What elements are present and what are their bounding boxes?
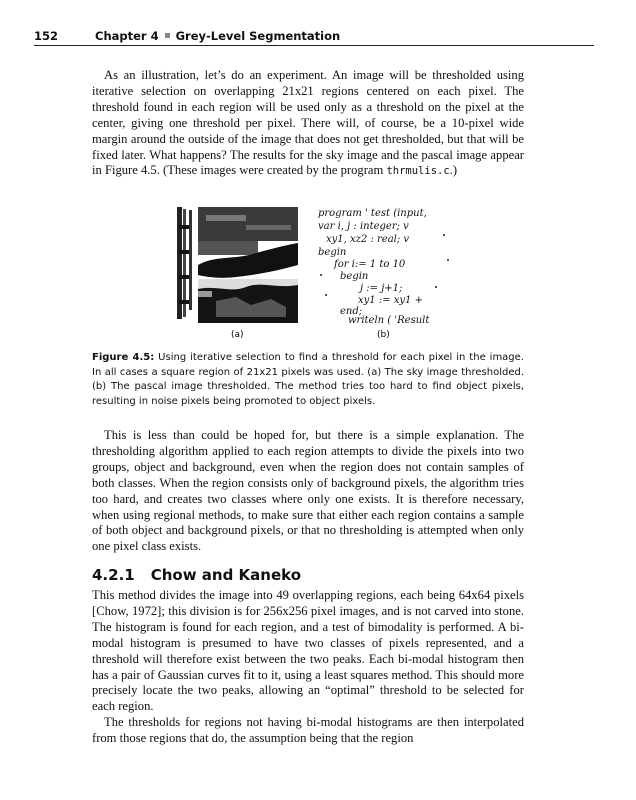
separator-square [165, 33, 170, 38]
handwriting-line: xy1 := xy1 + [358, 295, 423, 306]
handwriting-line: var i, j : integer; v [318, 221, 409, 232]
page-number: 152 [34, 29, 59, 43]
handwriting-line: begin [318, 247, 347, 258]
caption-text: Using iterative selection to find a threshold for each pixel in the image. In all cases a square region of 21x21 pixels was used. (a) The sky image thresholded. (b) The pascal image thresholded. The method tries too hard to find object pixels, resulting in noise pixels being promoted to object pixels. [92, 352, 524, 408]
pascal-image-thresholded [316, 205, 456, 326]
paragraph-text-main: As an illustration, let’s do an experiment. An image will be thresholded using iterative selection on overlapping 21x21 regions centered on each pixel. The threshold found in each region will be used only as a threshold on the pixel at the center, giving one threshold per pixel. There will, of course, be a 10-pixel wide margin around the outside of the image that does not get thresholded, but that will be fixed later. What happens? The results for the sky image and the pascal image appear in Figure 4.5. (These images were created by the program [92, 68, 524, 178]
handwriting-line: writeln ( 'Result [348, 315, 430, 326]
chapter-heading [95, 29, 340, 43]
section-title: Chow and Kaneko [150, 566, 302, 584]
paragraph-text-tail: .) [449, 163, 458, 178]
paragraph-text: This method divides the image into 49 overlapping regions, each being 64x64 pixels [Chow, 1972]; this division is for 256x256 pixel images, and is not carved into stone. The histogram is found for each region, and a test of bimodality is performed. A bi-modal histogram is presumed to have two classes of pixels represented, and a threshold will therefore exist between the two peaks. Each bi-modal histogram then has a pair of Gaussian curves fit to it, using a least squares method. This should more precisely locate the two peaks, allowing an “optimal” threshold to be selected for each region. [92, 588, 524, 714]
caption-label: Figure 4.5: [92, 352, 155, 363]
handwriting-line: for i:= 1 to 10 [334, 259, 406, 270]
paragraph-text: The thresholds for regions not having bi-modal histograms are then interpolated from those regions that do, the assumption being that the region [92, 715, 524, 746]
handwriting-line: end; [340, 306, 363, 317]
handwriting-line: begin [340, 271, 369, 282]
figure-images [176, 205, 456, 340]
handwriting-line: j := j+1; [360, 283, 403, 294]
chapter-title: Grey-Level Segmentation [175, 29, 341, 43]
paragraph-text [92, 68, 524, 180]
chapter-label: Chapter 4 [95, 29, 159, 43]
subfigure-label-a: (a) [231, 330, 244, 340]
figure-caption [92, 351, 524, 410]
section-number: 4.2.1 [92, 566, 135, 584]
paragraph-text: This is less than could be hoped for, but there is a simple explanation. The thresholding algorithm applied to each region attempts to divide the pixels into two groups, object and background, even when the region does not contain samples of both classes. When the region consists only of background pixels, the algorithm tries too hard, and creates two classes where only one exists. It is therefore necessary, when using regional methods, to make sure that either each region contains a sample of both object and background pixels, or that no thresholding is attempted when only one pixel class exists. [92, 428, 524, 554]
running-header [34, 28, 594, 46]
handwriting-line: program ' test (input, [318, 208, 427, 219]
handwriting-line: xy1, xz2 : real; v [326, 234, 410, 245]
sky-image-thresholded [176, 205, 300, 323]
intro-paragraph [92, 68, 524, 180]
explanation-paragraph [92, 428, 524, 555]
section-heading [92, 566, 301, 584]
header-rule [34, 45, 594, 46]
figure-4-5 [176, 205, 456, 340]
subfigure-label-b: (b) [377, 330, 390, 340]
method-paragraph [92, 588, 524, 747]
program-name: thrmulis.c [386, 165, 450, 178]
